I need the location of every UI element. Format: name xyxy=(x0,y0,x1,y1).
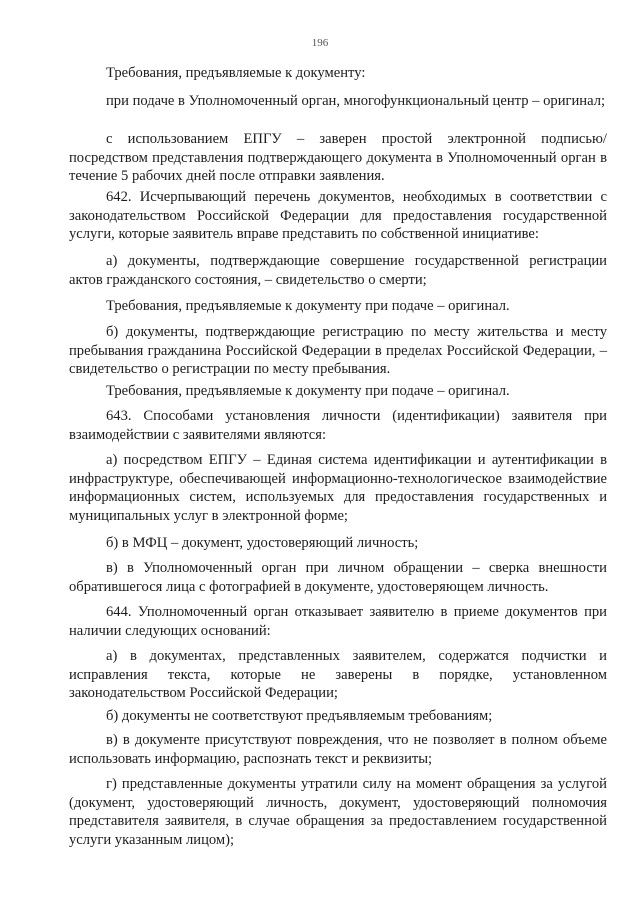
paragraph: Требования, предъявляемые к документу: xyxy=(106,65,366,81)
paragraph: в) в документе присутствуют повреждения, что не позволяет в полном объеме использовать информацию, распознать текст и реквизиты; xyxy=(69,732,607,767)
paragraph: при подаче в Уполномоченный орган, многофункциональный центр – оригинал; xyxy=(106,93,606,109)
paragraph: 643. Способами установления личности (идентификации) заявителя при взаимодействии с заявителями являются: xyxy=(69,408,607,443)
paragraph: а) документы, подтверждающие совершение государственной регистрации актов гражданского состояния, – свидетельство о смерти; xyxy=(69,253,607,288)
paragraph: б) документы не соответствуют предъявляемым требованиям; xyxy=(106,708,493,724)
paragraph: Требования, предъявляемые к документу при подаче – оригинал. xyxy=(106,383,510,399)
paragraph: б) документы, подтверждающие регистрацию по месту жительства и месту пребывания гражданина Российской Федерации в пределах Российской Федерации, – свидетельство о регистрации по месту пребывания. xyxy=(69,324,607,378)
page-number: 196 xyxy=(311,37,329,49)
paragraph: в) в Уполномоченный орган при личном обращении – сверка внешности обратившегося лица с фотографией в документе, удостоверяющем личность. xyxy=(69,560,607,595)
paragraph: с использованием ЕПГУ – заверен простой электронной подписью/ посредством представления подтверждающего документа в Уполномоченный орган в течение 5 рабочих дней после отправки заявления. xyxy=(69,131,607,185)
paragraph: а) в документах, представленных заявителем, содержатся подчистки и исправления текста, которые не заверены в порядке, установленном законодательством Российской Федерации; xyxy=(69,648,607,702)
paragraph: б) в МФЦ – документ, удостоверяющий личность; xyxy=(106,535,419,551)
paragraph: 642. Исчерпывающий перечень документов, необходимых в соответствии с законодательством Российской Федерации для предоставления государственной услуги, которые заявитель вправе представить по собственной инициативе: xyxy=(69,189,607,243)
paragraph: 644. Уполномоченный орган отказывает заявителю в приеме документов при наличии следующих оснований: xyxy=(69,604,607,639)
paragraph: а) посредством ЕПГУ – Единая система идентификации и аутентификации в инфраструктуре, обеспечивающей информационно-технологическое взаимодействие информационных систем, используемых для предоставления государственных и муниципальных услуг в электронной форме; xyxy=(69,452,607,524)
paragraph: Требования, предъявляемые к документу при подаче – оригинал. xyxy=(106,298,510,314)
paragraph: г) представленные документы утратили силу на момент обращения за услугой (документ, удостоверяющий личность, документ, удостоверяющий полномочия представителя заявителя, в случае обращения за предоставлением государственной услуги указанным лицом); xyxy=(69,776,607,848)
